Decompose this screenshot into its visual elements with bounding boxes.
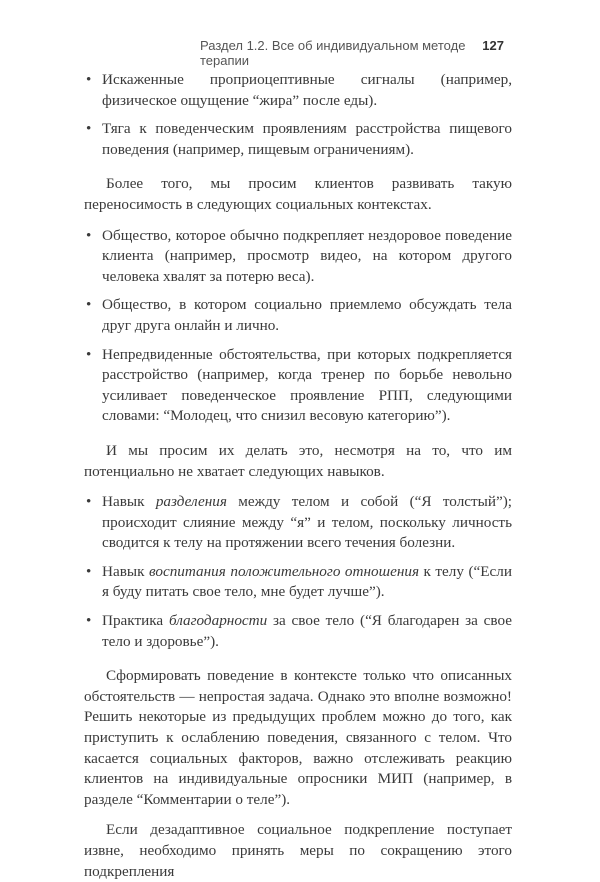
list-item-text: Непредвиденные обстоятельства, при которых подкрепляется расстройство (например, когда тренер по борьбе невольно усиливает поведенческое проявление РПП, следующими словами: “Молодец, что снизил весовую категорию”). xyxy=(102,345,512,425)
bullet-icon: • xyxy=(86,345,92,363)
list-item xyxy=(84,611,512,652)
list-item-post: к телу (“Если я буду питать свое тело, мне будет лучше”). xyxy=(102,562,513,601)
list-item-post: между телом и собой (“Я толстый”); происходит слияние между “я” и телом, поскольку личность сводится к телу на протяжении всего течения болезни. xyxy=(102,493,512,552)
list-item-pre: Практика xyxy=(102,612,169,630)
paragraph: Более того, мы просим клиентов развивать такую переносимость в следующих социальных контекстах. xyxy=(84,175,512,213)
list-item-pre: Навык xyxy=(102,493,156,511)
bullet-icon: • xyxy=(86,120,92,138)
bullet-icon: • xyxy=(86,493,92,511)
list-item-text: Общество, которое обычно подкрепляет нездоровое поведение клиента (например, просмотр видео, на котором другого человека хвалят за потерю веса). xyxy=(102,226,512,285)
bullet-list-signals xyxy=(84,70,512,160)
list-item xyxy=(84,119,512,160)
list-item-post: за свое тело (“Я благодарен за свое тело и здоровье”). xyxy=(102,612,512,650)
section-title: Раздел 1.2. Все об индивидуальном методе терапии xyxy=(200,38,466,68)
list-item-pre: Навык xyxy=(102,562,149,580)
list-item xyxy=(84,492,512,554)
emphasis-term: разделения xyxy=(155,493,227,511)
paragraph: И мы просим их делать это, несмотря на то, что им потенциально не хватает следующих навыков. xyxy=(84,441,512,480)
bullet-list-contexts xyxy=(84,226,512,427)
bullet-icon: • xyxy=(86,296,92,314)
list-item-text: Искаженные проприоцептивные сигналы (например, физическое ощущение “жира” после еды). xyxy=(102,71,512,109)
list-item xyxy=(84,295,512,336)
list-item-text: Тяга к поведенческим проявлениям расстройства пищевого поведения (например, пищевым ограничениям). xyxy=(102,120,512,158)
emphasis-term: благодарности xyxy=(168,612,268,630)
paragraph: Сформировать поведение в контексте только что описанных обстоятельств — непростая задача. Однако это вполне возможно! Решить некоторые из предыдущих проблем можно до того, как приступить к ослаблению поведения, связанного с телом. Что касается социальных факторов, важно отслеживать реакцию клиентов на индивидуальные опросники МИП (например, в разделе “Комментарии о теле”). xyxy=(84,667,512,808)
list-item-text: Общество, в котором социально приемлемо обсуждать тела друг друга онлайн и лично. xyxy=(102,296,512,334)
list-item xyxy=(84,226,512,288)
bullet-icon: • xyxy=(86,562,92,580)
page-header xyxy=(200,38,504,68)
bullet-list-skills xyxy=(84,492,512,652)
bullet-icon: • xyxy=(86,226,92,244)
list-item xyxy=(84,345,512,427)
bullet-icon: • xyxy=(86,71,92,88)
emphasis-term: воспитания положительного отношения xyxy=(148,562,420,580)
page-number: 127 xyxy=(482,38,504,53)
list-item xyxy=(84,70,512,111)
bullet-icon: • xyxy=(86,612,92,630)
paragraph: Если дезадаптивное социальное подкрепление поступает извне, необходимо принять меры по сокращению этого подкрепления xyxy=(84,821,512,880)
list-item xyxy=(84,562,512,603)
page-body xyxy=(84,70,512,882)
